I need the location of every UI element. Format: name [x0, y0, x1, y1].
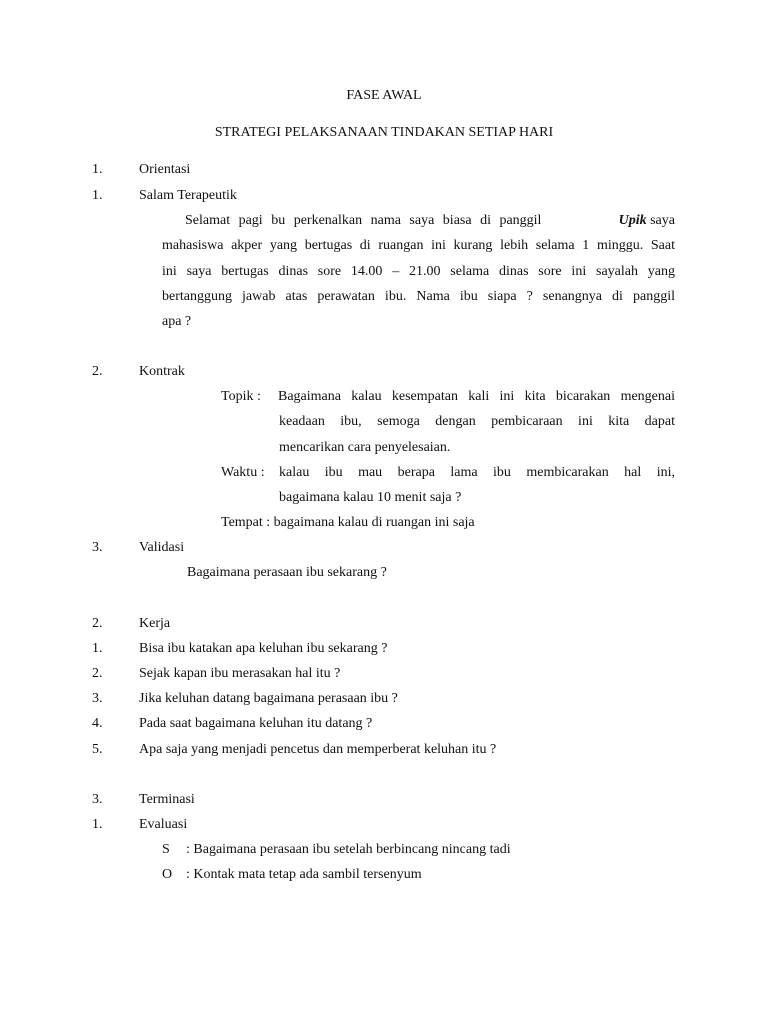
section-number-terminasi: 3. [92, 792, 103, 807]
topik-line-3: mencarikan cara penyelesaian. [279, 440, 451, 455]
waktu-label: Waktu : [221, 465, 265, 480]
evaluasi-o-text: : Kontak mata tetap ada sambil tersenyum [186, 867, 422, 882]
subsection-heading-validasi: Validasi [139, 540, 185, 555]
subsection-number-salam: 1. [92, 188, 103, 203]
subsection-number-evaluasi: 1. [92, 817, 103, 832]
subsection-heading-evaluasi: Evaluasi [139, 817, 188, 832]
subsection-heading-salam: Salam Terapeutik [139, 188, 237, 203]
salam-line-5: apa ? [162, 314, 192, 329]
kerja-item-text: Sejak kapan ibu merasakan hal itu ? [139, 666, 341, 681]
kerja-item-number: 3. [92, 691, 103, 706]
evaluasi-s-label: S [162, 842, 170, 857]
topik-line-2: keadaan ibu, semoga dengan pembicaraan ini kita dapat [279, 414, 675, 429]
section-heading-orientasi: Orientasi [139, 162, 191, 177]
section-heading-kerja: Kerja [139, 616, 171, 631]
subsection-heading-kontrak: Kontrak [139, 364, 185, 379]
salam-line-4: bertanggung jawab atas perawatan ibu. Nama ibu siapa ? senangnya di panggil [162, 289, 675, 304]
topik-line-1: Bagaimana kalau kesempatan kali ini kita bicarakan mengenai [278, 389, 675, 404]
section-heading-terminasi: Terminasi [139, 792, 195, 807]
kerja-item-text: Jika keluhan datang bagaimana perasaan ibu ? [139, 691, 398, 706]
salam-line-2: mahasiswa akper yang bertugas di ruangan ini kurang lebih selama 1 minggu. Saat [162, 238, 675, 253]
kerja-item-number: 5. [92, 742, 103, 757]
validasi-text: Bagaimana perasaan ibu sekarang ? [187, 565, 387, 580]
kerja-item-text: Bisa ibu katakan apa keluhan ibu sekarang ? [139, 641, 388, 656]
salam-line-1-end: saya [650, 213, 675, 228]
salam-line-1 [185, 213, 675, 229]
page-title: FASE AWAL [346, 88, 422, 103]
topik-label: Topik : [221, 389, 261, 404]
evaluasi-o-label: O [162, 867, 173, 882]
kerja-item-number: 4. [92, 716, 103, 731]
evaluasi-s-text: : Bagaimana perasaan ibu setelah berbincang nincang tadi [186, 842, 511, 857]
subsection-number-validasi: 3. [92, 540, 103, 555]
salam-line-3: ini saya bertugas dinas sore 14.00 – 21.00 selama dinas sore ini sayalah yang [162, 264, 675, 279]
subsection-number-kontrak: 2. [92, 364, 103, 379]
kerja-item-text: Pada saat bagaimana keluhan itu datang ? [139, 716, 373, 731]
page-subtitle: STRATEGI PELAKSANAAN TINDAKAN SETIAP HARI [214, 125, 554, 140]
kerja-item-number: 1. [92, 641, 103, 656]
section-number-orientasi: 1. [92, 162, 103, 177]
salam-line-1-text: Selamat pagi bu perkenalkan nama saya biasa di panggil [185, 213, 542, 228]
waktu-line-1: kalau ibu mau berapa lama ibu membicarakan hal ini, [279, 465, 675, 480]
salam-name: Upik [618, 213, 647, 228]
tempat-line: Tempat : bagaimana kalau di ruangan ini saja [221, 515, 475, 530]
waktu-line-2: bagaimana kalau 10 menit saja ? [279, 490, 462, 505]
section-number-kerja: 2. [92, 616, 103, 631]
kerja-item-number: 2. [92, 666, 103, 681]
kerja-item-text: Apa saja yang menjadi pencetus dan memperberat keluhan itu ? [139, 742, 497, 757]
